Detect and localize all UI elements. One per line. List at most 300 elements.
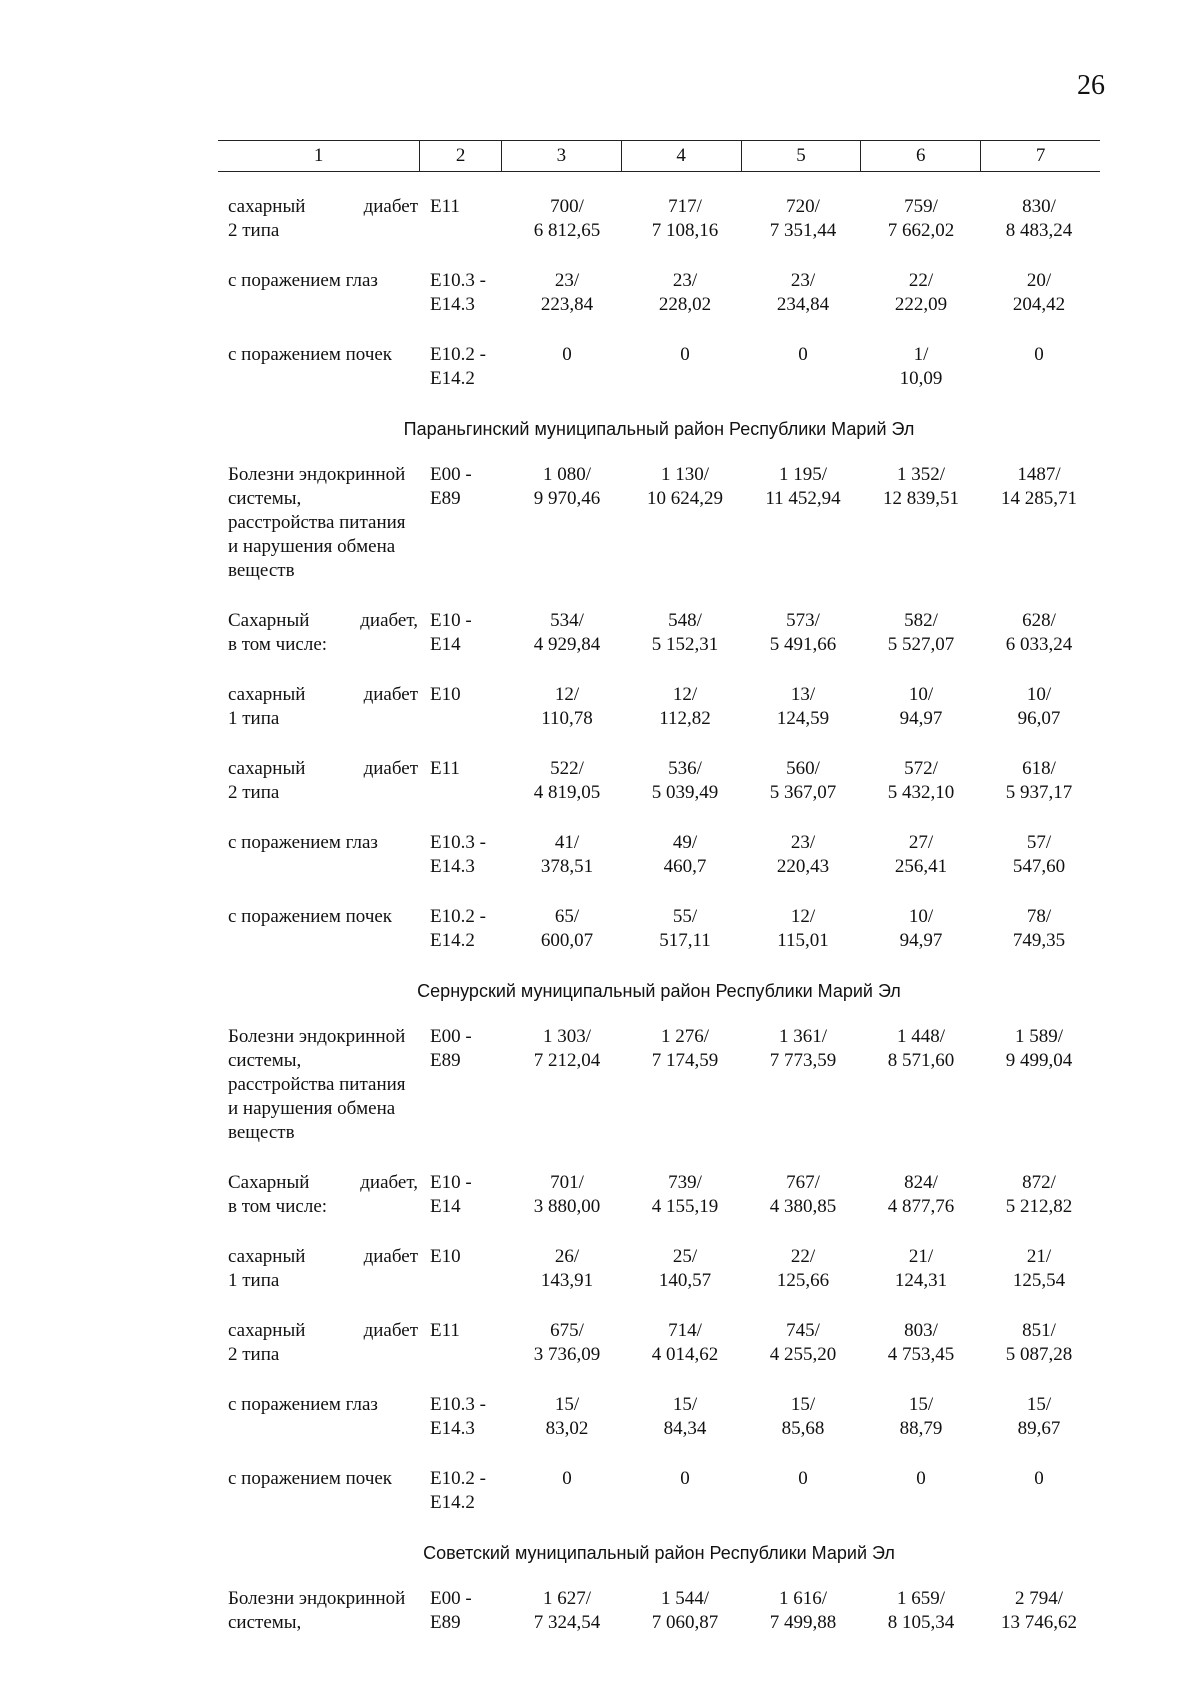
- value-cell: [980, 1587, 1098, 1635]
- rate-per-100k: 10,09: [899, 368, 943, 389]
- value-cell: [862, 1587, 980, 1635]
- value-cell: [508, 463, 626, 511]
- case-count: 23/: [790, 270, 816, 291]
- row-label-word: сахарный: [228, 196, 306, 217]
- value-cell: [980, 1393, 1098, 1441]
- case-count: 26/: [554, 1246, 580, 1267]
- row-label-word: сахарный: [228, 684, 306, 705]
- rate-per-100k: 220,43: [776, 856, 830, 877]
- icd-code-line: E14: [430, 634, 461, 655]
- case-count: 739/: [668, 1172, 702, 1193]
- value-cell: [744, 1245, 862, 1293]
- table-row: [218, 269, 1100, 317]
- value-cell: [626, 195, 744, 243]
- value-cell: [744, 1319, 862, 1367]
- row-label-line: в том числе:: [228, 634, 328, 655]
- rate-per-100k: 7 351,44: [769, 220, 837, 241]
- icd-code-line: E10 -: [430, 1172, 472, 1193]
- value-cell: [626, 1171, 744, 1219]
- value-cell: [626, 269, 744, 317]
- rate-per-100k: 5 212,82: [1005, 1196, 1073, 1217]
- rate-per-100k: 7 662,02: [887, 220, 955, 241]
- case-count: 13/: [790, 684, 816, 705]
- row-label-line: 1 типа: [228, 708, 280, 729]
- icd-code: [418, 1319, 508, 1343]
- rate-per-100k: 222,09: [894, 294, 948, 315]
- case-count: 0: [562, 344, 572, 365]
- rate-per-100k: 12 839,51: [883, 488, 959, 509]
- rate-per-100k: 4 929,84: [533, 634, 601, 655]
- value-cell: [862, 609, 980, 657]
- value-cell: [626, 609, 744, 657]
- row-label-word: диабет,: [360, 610, 418, 631]
- row-label: [218, 1393, 418, 1417]
- case-count: 522/: [550, 758, 584, 779]
- value-cell: [508, 905, 626, 953]
- icd-code-line: E11: [430, 1320, 460, 1341]
- row-label-word: с поражением глаз: [228, 832, 378, 853]
- row-label: [218, 1467, 418, 1491]
- case-count: 628/: [1022, 610, 1056, 631]
- value-cell: [508, 1467, 626, 1491]
- case-count: 700/: [550, 196, 584, 217]
- icd-code: [418, 1245, 508, 1269]
- row-label: [218, 1171, 418, 1219]
- rate-per-100k: 140,57: [658, 1270, 712, 1291]
- rate-per-100k: 124,31: [894, 1270, 948, 1291]
- value-cell: [626, 1319, 744, 1367]
- row-label-word: сахарный: [228, 758, 306, 779]
- value-cell: [508, 1393, 626, 1441]
- case-count: 720/: [786, 196, 820, 217]
- case-count: 1 080/: [542, 464, 592, 485]
- rate-per-100k: 204,42: [1012, 294, 1066, 315]
- row-label-line: системы,: [228, 488, 302, 509]
- icd-code-line: E10: [430, 1246, 461, 1267]
- rate-per-100k: 5 087,28: [1005, 1344, 1073, 1365]
- table-row: [218, 1393, 1100, 1441]
- column-header-6: 6: [861, 141, 981, 172]
- value-cell: [862, 1245, 980, 1293]
- case-count: 0: [1034, 344, 1044, 365]
- rate-per-100k: 10 624,29: [647, 488, 723, 509]
- case-count: 1487/: [1017, 464, 1061, 485]
- case-count: 15/: [1026, 1394, 1052, 1415]
- case-count: 22/: [908, 270, 934, 291]
- row-label-word: Болезни эндокринной: [228, 1026, 406, 1047]
- rate-per-100k: 5 152,31: [651, 634, 719, 655]
- value-cell: [980, 905, 1098, 953]
- value-cell: [980, 757, 1098, 805]
- icd-code-line: E10: [430, 684, 461, 705]
- case-count: 12/: [554, 684, 580, 705]
- case-count: 1 361/: [778, 1026, 828, 1047]
- rate-per-100k: 7 324,54: [533, 1612, 601, 1633]
- case-count: 1 276/: [660, 1026, 710, 1047]
- value-cell: [508, 831, 626, 879]
- value-cell: [508, 1319, 626, 1367]
- table-row: [218, 1171, 1100, 1219]
- value-cell: [626, 1245, 744, 1293]
- row-label-line: веществ: [228, 1122, 295, 1143]
- table-row: [218, 609, 1100, 657]
- icd-code-line: E11: [430, 196, 460, 217]
- rate-per-100k: 125,54: [1012, 1270, 1066, 1291]
- icd-code-line: E14.2: [430, 368, 475, 389]
- case-count: 10/: [908, 684, 934, 705]
- value-cell: [862, 1319, 980, 1367]
- row-label-word: диабет: [363, 1246, 418, 1267]
- icd-code-line: E89: [430, 488, 461, 509]
- rate-per-100k: 5 937,17: [1005, 782, 1073, 803]
- rate-per-100k: 112,82: [659, 708, 711, 729]
- column-header-1: 1: [218, 141, 420, 172]
- rate-per-100k: 13 746,62: [1001, 1612, 1077, 1633]
- rate-per-100k: 110,78: [541, 708, 593, 729]
- row-label-word: диабет: [363, 758, 418, 779]
- case-count: 15/: [908, 1394, 934, 1415]
- rate-per-100k: 94,97: [899, 708, 943, 729]
- icd-code: [418, 831, 508, 879]
- case-count: 830/: [1022, 196, 1056, 217]
- row-label: [218, 1587, 418, 1635]
- row-label: [218, 343, 418, 367]
- case-count: 12/: [672, 684, 698, 705]
- value-cell: [862, 1025, 980, 1073]
- case-count: 1 627/: [542, 1588, 592, 1609]
- rate-per-100k: 460,7: [663, 856, 707, 877]
- value-cell: [862, 905, 980, 953]
- value-cell: [626, 1587, 744, 1635]
- rate-per-100k: 7 773,59: [769, 1050, 837, 1071]
- row-label-word: Болезни эндокринной: [228, 1588, 406, 1609]
- row-label: [218, 1245, 418, 1293]
- case-count: 759/: [904, 196, 938, 217]
- icd-code-line: E14.3: [430, 1418, 475, 1439]
- table-row: [218, 683, 1100, 731]
- value-cell: [626, 831, 744, 879]
- icd-code: [418, 609, 508, 657]
- rate-per-100k: 5 039,49: [651, 782, 719, 803]
- case-count: 12/: [790, 906, 816, 927]
- row-label: [218, 195, 418, 243]
- page-number: 26: [1077, 70, 1105, 101]
- rate-per-100k: 125,66: [776, 1270, 830, 1291]
- case-count: 1 195/: [778, 464, 828, 485]
- row-label-word: Сахарный: [228, 610, 310, 631]
- row-label-line: 2 типа: [228, 782, 280, 803]
- row-label-word: диабет,: [360, 1172, 418, 1193]
- case-count: 803/: [904, 1320, 938, 1341]
- value-cell: [626, 905, 744, 953]
- value-cell: [508, 1025, 626, 1073]
- value-cell: [980, 831, 1098, 879]
- value-cell: [980, 683, 1098, 731]
- row-label-word: диабет: [363, 1320, 418, 1341]
- icd-code-line: E89: [430, 1050, 461, 1071]
- row-label-line: 1 типа: [228, 1270, 280, 1291]
- icd-code-line: E10.2 -: [430, 906, 486, 927]
- value-cell: [980, 1025, 1098, 1073]
- value-cell: [626, 343, 744, 367]
- icd-code: [418, 269, 508, 317]
- icd-code-line: E10.2 -: [430, 344, 486, 365]
- row-label-word: с поражением почек: [228, 344, 393, 365]
- case-count: 872/: [1022, 1172, 1056, 1193]
- case-count: 23/: [790, 832, 816, 853]
- rate-per-100k: 5 527,07: [887, 634, 955, 655]
- case-count: 57/: [1026, 832, 1052, 853]
- rate-per-100k: 89,67: [1017, 1418, 1061, 1439]
- row-label-line: расстройства питания: [228, 512, 406, 533]
- rate-per-100k: 517,11: [659, 930, 711, 951]
- row-label-word: Болезни эндокринной: [228, 464, 406, 485]
- row-label-word: с поражением почек: [228, 1468, 393, 1489]
- value-cell: [744, 1393, 862, 1441]
- row-label-line: и нарушения обмена: [228, 536, 396, 557]
- value-cell: [744, 905, 862, 953]
- table-row: [218, 195, 1100, 243]
- district-section-title: Сернурский муниципальный район Республики Марий Эл: [417, 981, 901, 1001]
- case-count: 1 659/: [896, 1588, 946, 1609]
- case-count: 572/: [904, 758, 938, 779]
- table-row: [218, 1025, 1100, 1145]
- value-cell: [862, 1467, 980, 1491]
- case-count: 21/: [908, 1246, 934, 1267]
- rate-per-100k: 7 212,04: [533, 1050, 601, 1071]
- icd-code-line: E14.2: [430, 930, 475, 951]
- column-header-2: 2: [420, 141, 502, 172]
- icd-code-line: E10.3 -: [430, 832, 486, 853]
- rate-per-100k: 4 877,76: [887, 1196, 955, 1217]
- table-row: [218, 1587, 1100, 1635]
- case-count: 15/: [790, 1394, 816, 1415]
- icd-code-line: E14.3: [430, 294, 475, 315]
- value-cell: [744, 1467, 862, 1491]
- value-cell: [744, 831, 862, 879]
- value-cell: [862, 269, 980, 317]
- value-cell: [508, 1245, 626, 1293]
- table-row: [218, 343, 1100, 391]
- case-count: 15/: [554, 1394, 580, 1415]
- row-label-line: системы,: [228, 1050, 302, 1071]
- rate-per-100k: 84,34: [663, 1418, 707, 1439]
- case-count: 0: [798, 1468, 808, 1489]
- rate-per-100k: 94,97: [899, 930, 943, 951]
- value-cell: [862, 831, 980, 879]
- column-header-4: 4: [621, 141, 741, 172]
- icd-code: [418, 1393, 508, 1441]
- table-row: [218, 757, 1100, 805]
- case-count: 0: [680, 1468, 690, 1489]
- row-label-word: диабет: [363, 684, 418, 705]
- case-count: 21/: [1026, 1246, 1052, 1267]
- rate-per-100k: 88,79: [899, 1418, 943, 1439]
- value-cell: [626, 683, 744, 731]
- table-row: [218, 1319, 1100, 1367]
- row-label-line: в том числе:: [228, 1196, 328, 1217]
- value-cell: [862, 343, 980, 391]
- row-label-line: 2 типа: [228, 220, 280, 241]
- rate-per-100k: 7 499,88: [769, 1612, 837, 1633]
- icd-code-line: E10.3 -: [430, 1394, 486, 1415]
- value-cell: [744, 1587, 862, 1635]
- column-header-5: 5: [741, 141, 861, 172]
- value-cell: [626, 1393, 744, 1441]
- row-label-word: сахарный: [228, 1246, 306, 1267]
- icd-code: [418, 1467, 508, 1515]
- rate-per-100k: 5 491,66: [769, 634, 837, 655]
- case-count: 10/: [908, 906, 934, 927]
- table-row: [218, 1245, 1100, 1293]
- rate-per-100k: 4 155,19: [651, 1196, 719, 1217]
- row-label-word: Сахарный: [228, 1172, 310, 1193]
- value-cell: [862, 683, 980, 731]
- row-label-line: веществ: [228, 560, 295, 581]
- row-label-word: с поражением почек: [228, 906, 393, 927]
- icd-code-line: E10.2 -: [430, 1468, 486, 1489]
- rate-per-100k: 8 105,34: [887, 1612, 955, 1633]
- case-count: 65/: [554, 906, 580, 927]
- rate-per-100k: 7 108,16: [651, 220, 719, 241]
- value-cell: [744, 343, 862, 367]
- case-count: 55/: [672, 906, 698, 927]
- icd-code: [418, 343, 508, 391]
- value-cell: [744, 195, 862, 243]
- case-count: 618/: [1022, 758, 1056, 779]
- rate-per-100k: 85,68: [781, 1418, 825, 1439]
- rate-per-100k: 3 736,09: [533, 1344, 601, 1365]
- rate-per-100k: 14 285,71: [1001, 488, 1077, 509]
- row-label-word: сахарный: [228, 1320, 306, 1341]
- value-cell: [508, 269, 626, 317]
- value-cell: [744, 1025, 862, 1073]
- icd-code: [418, 905, 508, 953]
- value-cell: [744, 757, 862, 805]
- rate-per-100k: 124,59: [776, 708, 830, 729]
- row-label: [218, 683, 418, 731]
- icd-code-line: E00 -: [430, 464, 472, 485]
- rate-per-100k: 234,84: [776, 294, 830, 315]
- rate-per-100k: 228,02: [658, 294, 712, 315]
- case-count: 2 794/: [1014, 1588, 1064, 1609]
- icd-code: [418, 463, 508, 511]
- case-count: 675/: [550, 1320, 584, 1341]
- value-cell: [626, 463, 744, 511]
- row-label: [218, 269, 418, 293]
- row-label: [218, 831, 418, 855]
- case-count: 536/: [668, 758, 702, 779]
- case-count: 10/: [1026, 684, 1052, 705]
- value-cell: [508, 757, 626, 805]
- case-count: 0: [798, 344, 808, 365]
- case-count: 0: [916, 1468, 926, 1489]
- rate-per-100k: 256,41: [894, 856, 948, 877]
- case-count: 78/: [1026, 906, 1052, 927]
- value-cell: [744, 1171, 862, 1219]
- value-cell: [508, 1587, 626, 1635]
- icd-code-line: E10.3 -: [430, 270, 486, 291]
- value-cell: [626, 1467, 744, 1491]
- row-label-line: 2 типа: [228, 1344, 280, 1365]
- rate-per-100k: 3 880,00: [533, 1196, 601, 1217]
- case-count: 851/: [1022, 1320, 1056, 1341]
- rate-per-100k: 749,35: [1012, 930, 1066, 951]
- value-cell: [862, 1171, 980, 1219]
- case-count: 1 352/: [896, 464, 946, 485]
- rate-per-100k: 4 753,45: [887, 1344, 955, 1365]
- rate-per-100k: 7 060,87: [651, 1612, 719, 1633]
- case-count: 824/: [904, 1172, 938, 1193]
- value-cell: [980, 1467, 1098, 1491]
- case-count: 0: [562, 1468, 572, 1489]
- value-cell: [626, 757, 744, 805]
- value-cell: [980, 195, 1098, 243]
- value-cell: [744, 463, 862, 511]
- value-cell: [744, 269, 862, 317]
- row-label-word: с поражением глаз: [228, 1394, 378, 1415]
- rate-per-100k: 5 367,07: [769, 782, 837, 803]
- rate-per-100k: 4 819,05: [533, 782, 601, 803]
- case-count: 582/: [904, 610, 938, 631]
- row-label: [218, 463, 418, 583]
- case-count: 717/: [668, 196, 702, 217]
- case-count: 534/: [550, 610, 584, 631]
- district-section-title: Советский муниципальный район Республики Марий Эл: [423, 1543, 895, 1563]
- rate-per-100k: 600,07: [540, 930, 594, 951]
- value-cell: [862, 757, 980, 805]
- case-count: 1 303/: [542, 1026, 592, 1047]
- case-count: 1 544/: [660, 1588, 710, 1609]
- case-count: 41/: [554, 832, 580, 853]
- icd-code-line: E11: [430, 758, 460, 779]
- case-count: 767/: [786, 1172, 820, 1193]
- value-cell: [980, 1319, 1098, 1367]
- icd-code-line: E10 -: [430, 610, 472, 631]
- rate-per-100k: 83,02: [545, 1418, 589, 1439]
- value-cell: [862, 195, 980, 243]
- value-cell: [508, 609, 626, 657]
- rate-per-100k: 4 380,85: [769, 1196, 837, 1217]
- case-count: 0: [680, 344, 690, 365]
- case-count: 701/: [550, 1172, 584, 1193]
- district-section-title: Параньгинский муниципальный район Республики Марий Эл: [403, 419, 915, 439]
- table-row: [218, 831, 1100, 879]
- row-label: [218, 609, 418, 657]
- column-header-3: 3: [501, 141, 621, 172]
- rate-per-100k: 6 033,24: [1005, 634, 1073, 655]
- case-count: 1 616/: [778, 1588, 828, 1609]
- icd-code: [418, 1025, 508, 1073]
- icd-code-line: E14.2: [430, 1492, 475, 1513]
- rate-per-100k: 378,51: [540, 856, 594, 877]
- value-cell: [980, 463, 1098, 511]
- case-count: 714/: [668, 1320, 702, 1341]
- value-cell: [980, 1245, 1098, 1293]
- row-label: [218, 905, 418, 929]
- row-label: [218, 757, 418, 805]
- value-cell: [980, 609, 1098, 657]
- rate-per-100k: 223,84: [540, 294, 594, 315]
- value-cell: [744, 609, 862, 657]
- rate-per-100k: 4 255,20: [769, 1344, 837, 1365]
- rate-per-100k: 8 571,60: [887, 1050, 955, 1071]
- table-row: [218, 905, 1100, 953]
- icd-code-line: E89: [430, 1612, 461, 1633]
- value-cell: [980, 343, 1098, 367]
- case-count: 1 130/: [660, 464, 710, 485]
- row-label-word: диабет: [363, 196, 418, 217]
